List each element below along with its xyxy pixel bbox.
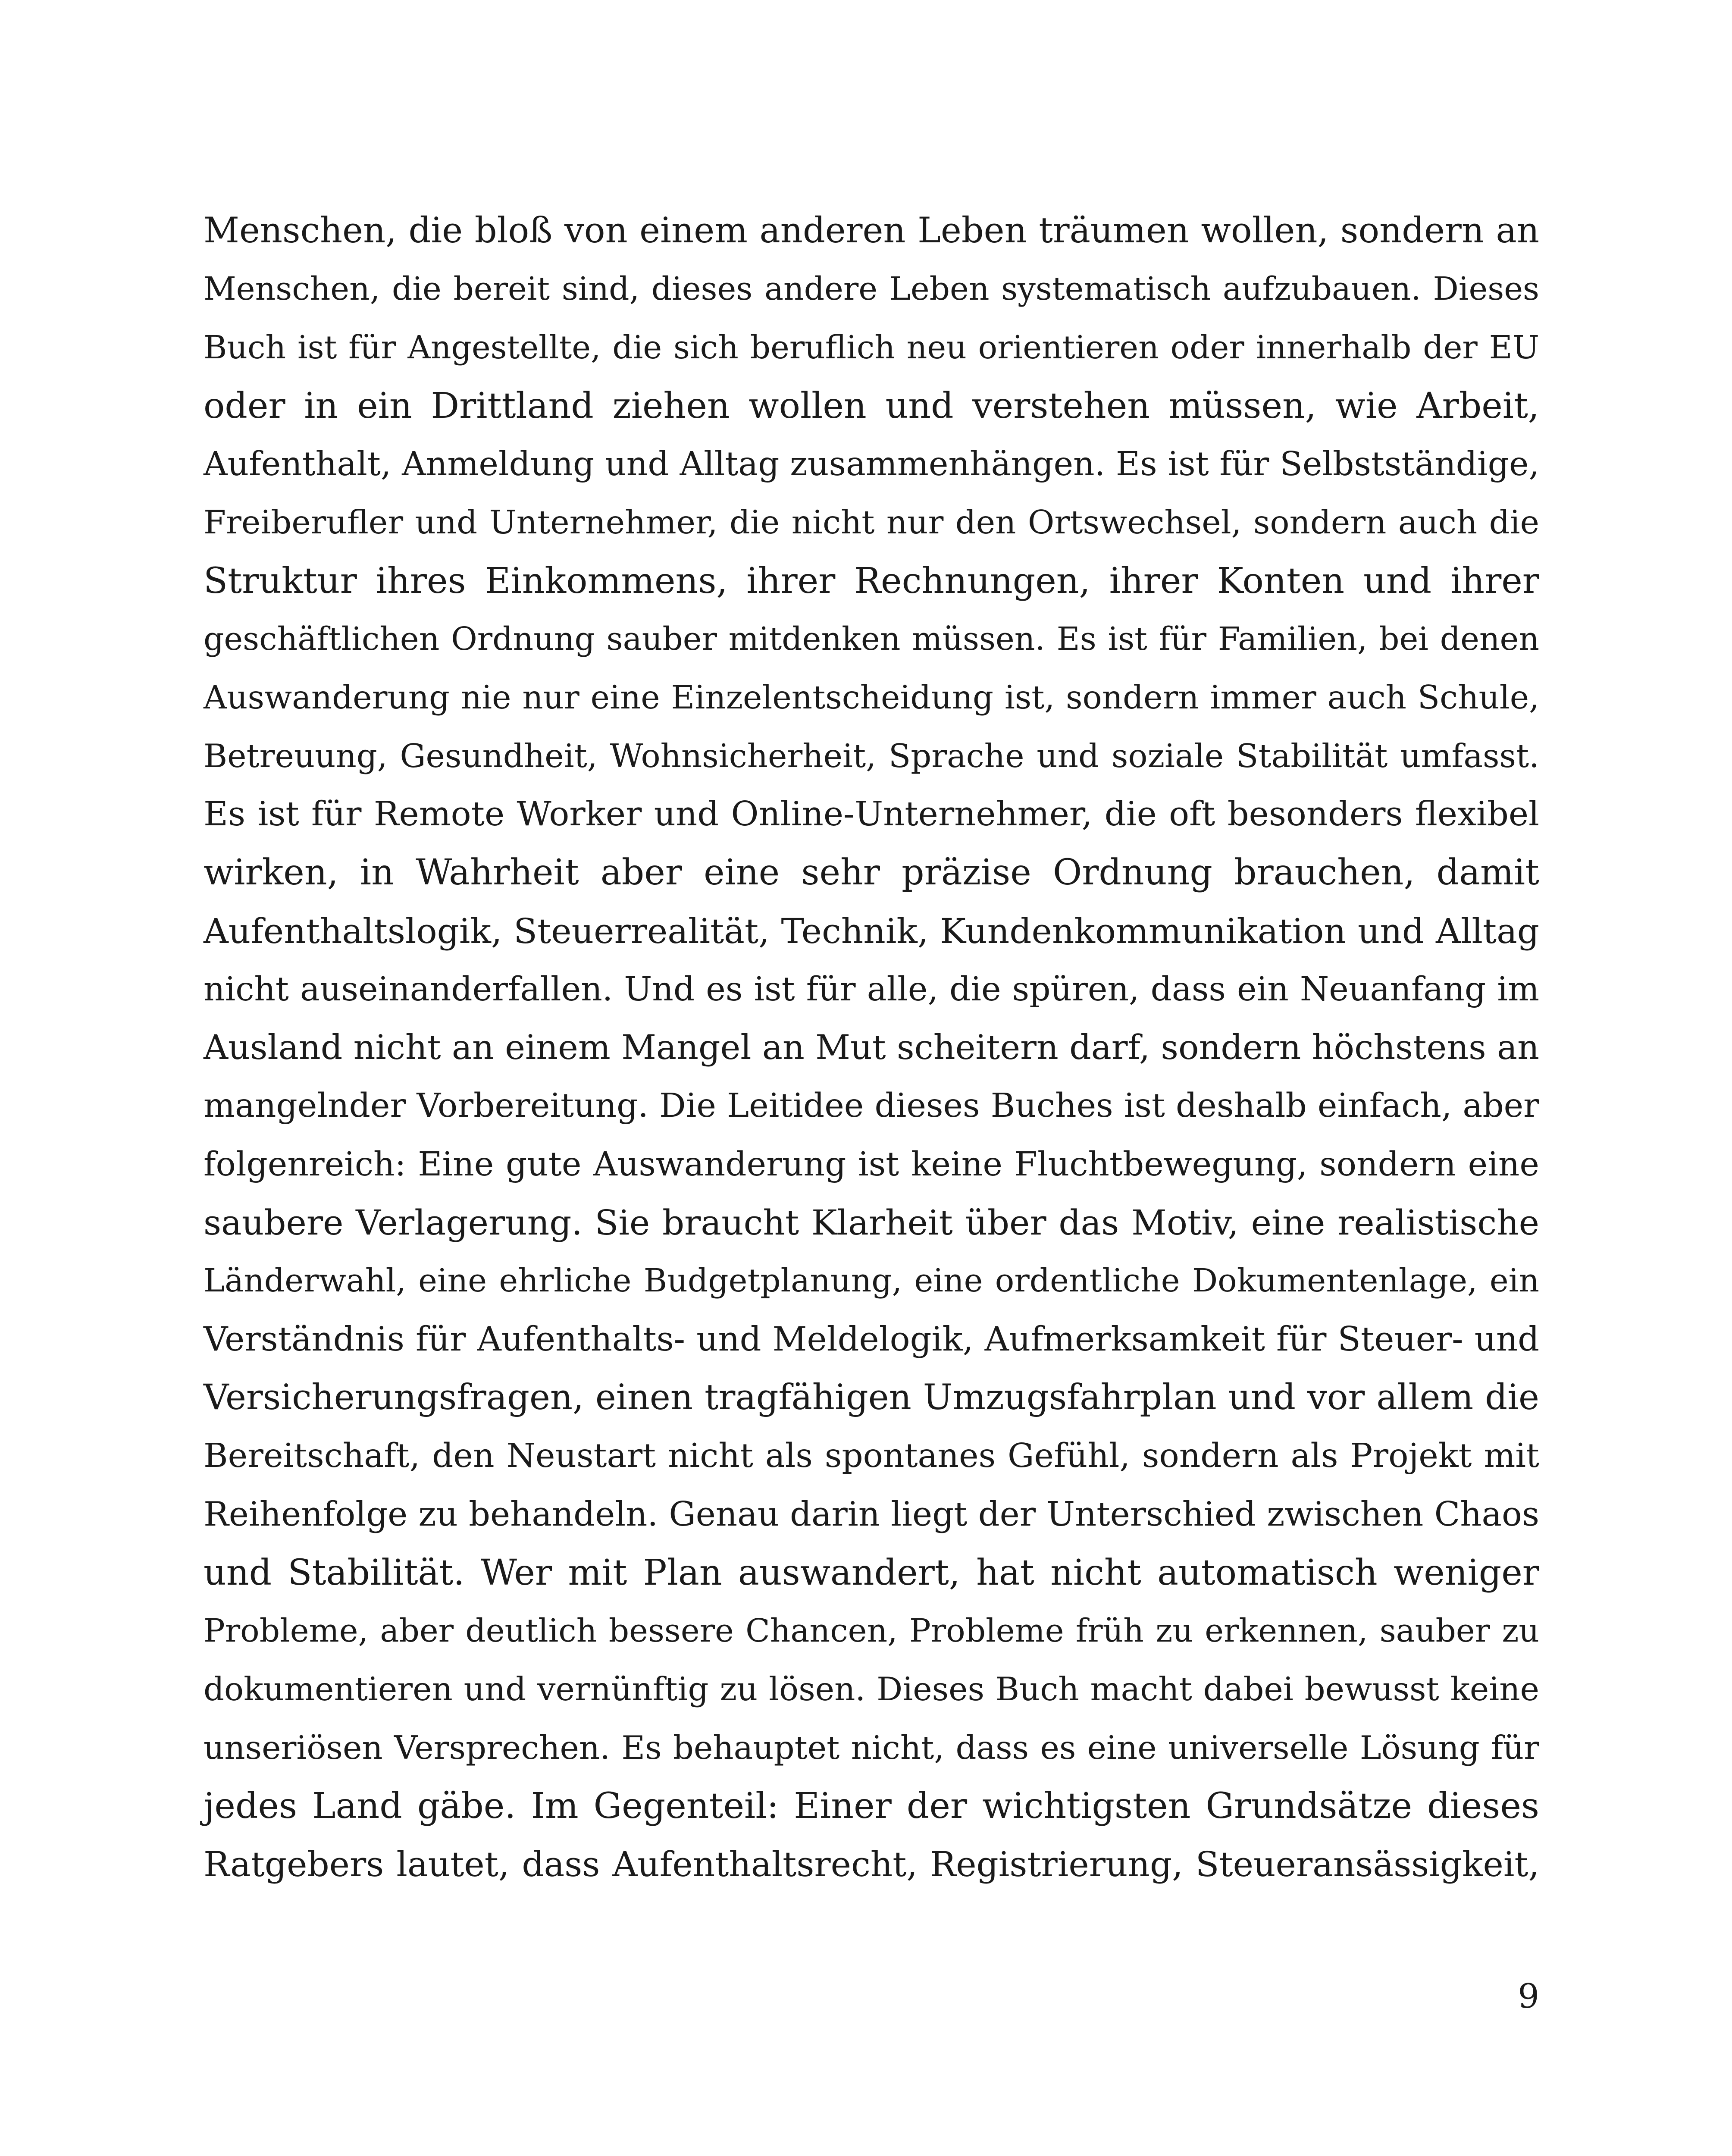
- text-line: Buch ist für Angestellte, die sich beruflich neu orientieren oder innerhalb der EU: [204, 329, 1539, 366]
- text-line: Reihenfolge zu behandeln. Genau darin liegt der Unterschied zwischen Chaos: [204, 1495, 1539, 1534]
- text-line: Länderwahl, eine ehrliche Budgetplanung, eine ordentliche Dokumentenlage, ein: [204, 1262, 1539, 1300]
- text-line: oder in ein Drittland ziehen wollen und verstehen müssen, wie Arbeit,: [204, 385, 1539, 426]
- text-line: und Stabilität. Wer mit Plan auswandert, hat nicht automatisch weniger: [204, 1552, 1539, 1593]
- text-line: mangelnder Vorbereitung. Die Leitidee dieses Buches ist deshalb einfach, aber: [204, 1087, 1539, 1125]
- page-number: 9: [1518, 1977, 1539, 2016]
- text-line: Struktur ihres Einkommens, ihrer Rechnungen, ihrer Konten und ihrer: [204, 560, 1539, 602]
- text-line: Aufenthaltslogik, Steuerrealität, Technik, Kundenkommunikation und Alltag: [204, 911, 1539, 951]
- text-line: Ratgebers lautet, dass Aufenthaltsrecht, Registrierung, Steueransässigkeit,: [204, 1844, 1539, 1885]
- text-line: Freiberufler und Unternehmer, die nicht nur den Ortswechsel, sondern auch die: [204, 503, 1539, 542]
- text-line: folgenreich: Eine gute Auswanderung ist keine Fluchtbewegung, sondern eine: [204, 1145, 1539, 1184]
- text-line: Es ist für Remote Worker und Online-Unternehmer, die oft besonders flexibel: [204, 794, 1539, 834]
- text-line: jedes Land gäbe. Im Gegenteil: Einer der wichtigsten Grundsätze dieses: [204, 1786, 1539, 1827]
- text-line: unseriösen Versprechen. Es behauptet nicht, dass es eine universelle Lösung für: [204, 1728, 1539, 1767]
- body-text: [204, 202, 1539, 1894]
- text-line: Versicherungsfragen, einen tragfähigen Umzugsfahrplan und vor allem die: [204, 1377, 1539, 1418]
- text-line: Bereitschaft, den Neustart nicht als spontanes Gefühl, sondern als Projekt mit: [204, 1437, 1539, 1476]
- text-line: Menschen, die bereit sind, dieses andere Leben systematisch aufzubauen. Dieses: [204, 270, 1539, 308]
- text-line: Aufenthalt, Anmeldung und Alltag zusammenhängen. Es ist für Selbstständige,: [204, 445, 1539, 484]
- text-line: Auswanderung nie nur eine Einzelentscheidung ist, sondern immer auch Schule,: [204, 678, 1539, 717]
- text-line: Probleme, aber deutlich bessere Chancen, Probleme früh zu erkennen, sauber zu: [204, 1612, 1539, 1650]
- text-line: Ausland nicht an einem Mangel an Mut scheitern darf, sondern höchstens an: [204, 1028, 1539, 1068]
- text-line: Verständnis für Aufenthalts- und Meldelogik, Aufmerksamkeit für Steuer- und: [204, 1319, 1539, 1359]
- text-line: dokumentieren und vernünftig zu lösen. Dieses Buch macht dabei bewusst keine: [204, 1670, 1539, 1708]
- text-line: saubere Verlagerung. Sie braucht Klarheit über das Motiv, eine realistische: [204, 1203, 1539, 1243]
- text-line: Betreuung, Gesundheit, Wohnsicherheit, Sprache und soziale Stabilität umfasst.: [204, 736, 1539, 775]
- text-line: nicht auseinanderfallen. Und es ist für alle, die spüren, dass ein Neuanfang im: [204, 970, 1539, 1009]
- text-line: Menschen, die bloß von einem anderen Leben träumen wollen, sondern an: [204, 210, 1539, 251]
- text-line: geschäftlichen Ordnung sauber mitdenken müssen. Es ist für Familien, bei denen: [204, 620, 1539, 658]
- text-line: wirken, in Wahrheit aber eine sehr präzise Ordnung brauchen, damit: [204, 852, 1539, 893]
